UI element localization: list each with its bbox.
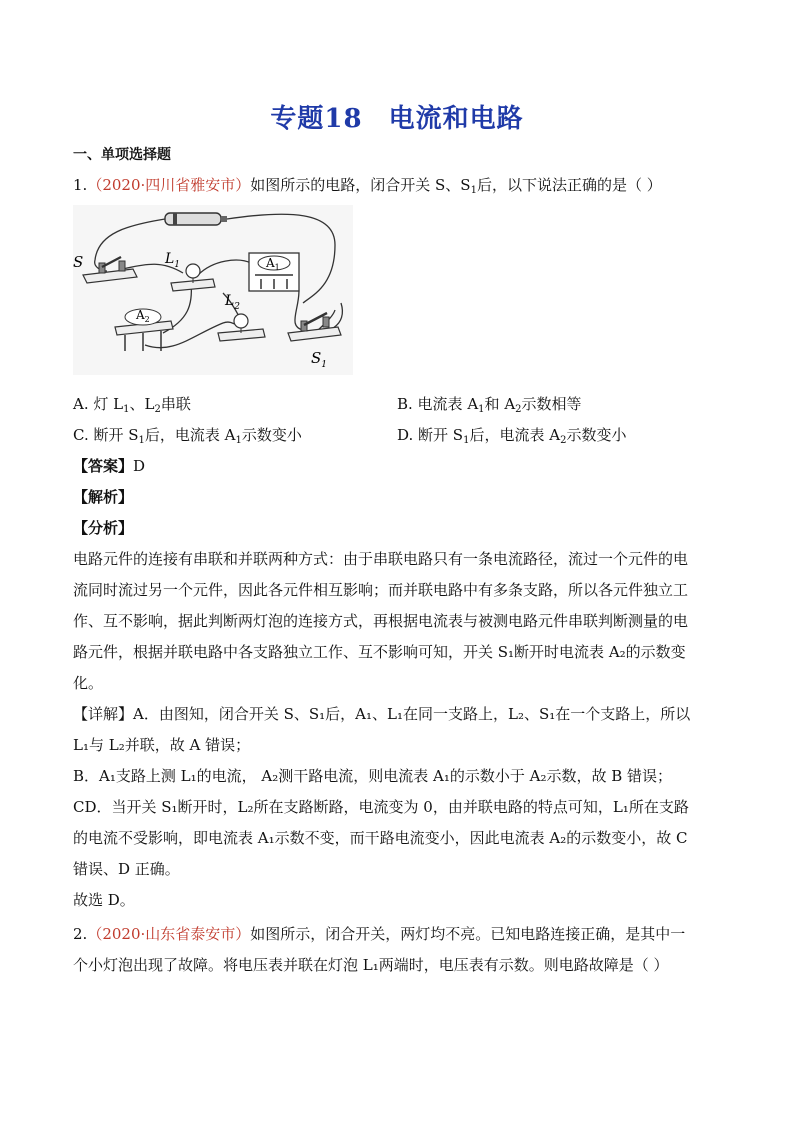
fenxi-label: 【分析】 (73, 519, 134, 537)
fenxi-line: 化。 (73, 674, 104, 692)
fenxi-line: 流同时流过另一个元件，因此各元件相互影响；而并联电路中有多条支路，所以各元件独立工 (73, 581, 689, 599)
label-a1: $A_1$ (266, 256, 280, 272)
label-s: S (73, 253, 84, 271)
question-2-stem-line2: 个小灯泡出现了故障。将电压表并联在灯泡 L₁两端时，电压表有示数。则电路故障是（ ） (73, 956, 669, 974)
option-a: A. 灯 $L_1$、$L_2$串联 (73, 395, 191, 415)
answer-value: D (133, 457, 146, 475)
option-d: D. 断开 $S_1$后，电流表 $A_2$示数变小 (397, 426, 627, 446)
detail-line: B．A₁支路上测 L₁的电流， A₂测干路电流，则电流表 A₁的示数小于 A₂示数，故 B 错误； (73, 767, 673, 785)
detail-line: CD．当开关 S₁断开时，L₂所在支路断路，电流变为 0，由并联电路的特点可知，L₁所在支路 (73, 798, 689, 816)
answer-line (73, 456, 145, 476)
label-l1: $L_1$ (165, 251, 181, 270)
circuit-figure (73, 205, 353, 375)
detail-line: 的电流不受影响，即电流表 A₁示数不变，而干路电流变小，因此电流表 A₂的示数变小，故 C (73, 829, 688, 847)
answer-label: 【答案】 (73, 457, 134, 475)
fenxi-line: 路元件，根据并联电路中各支路独立工作、互不影响可知，开关 S₁断开时电流表 A₂的示数变 (73, 643, 686, 661)
question-2-source: （2020·山东省泰安市） (87, 925, 251, 943)
option-b: B. 电流表 $A_1$和 $A_2$示数相等 (397, 395, 582, 415)
detail-line: 错误、D 正确。 (73, 860, 180, 878)
label-s1: $S_1$ (311, 349, 328, 370)
option-c: C. 断开 $S_1$后，电流表 $A_1$示数变小 (73, 426, 302, 446)
fenxi-line: 作、互不影响，据此判断两灯泡的连接方式，再根据电流表与被测电路元件串联判断测量的电 (73, 612, 689, 630)
battery-icon (165, 213, 227, 225)
section-heading: 一、单项选择题 (73, 147, 171, 163)
question-1-stem: 1.（2020·四川省雅安市）如图所示的电路，闭合开关 S、$S_1$后，以下说法正确的是（ ） (73, 176, 662, 196)
fenxi-line: 电路元件的连接有串联和并联两种方式：由于串联电路只有一条电流路径，流过一个元件的电 (73, 550, 689, 568)
page-title (0, 98, 794, 135)
detail-line: 故选 D。 (73, 891, 135, 909)
analysis-label: 【解析】 (73, 488, 134, 506)
title-topic: 专题18 (270, 104, 363, 134)
question-1-source: （2020·四川省雅安市） (87, 176, 251, 194)
detail-line: L₁与 L₂并联，故 A 错误； (73, 736, 251, 754)
title-name: 电流和电路 (388, 104, 524, 134)
question-2-stem: 2.（2020·山东省泰安市）如图所示，闭合开关，两灯均不亮。已知电路连接正确，是其中一 (73, 925, 686, 943)
detail-line: 【详解】A．由图知，闭合开关 S、S₁后，A₁、L₁在同一支路上，L₂、S₁在一个支路上，所以 (73, 705, 691, 723)
label-l2: $L_2$ (225, 293, 241, 312)
label-a2: $A_2$ (136, 308, 150, 324)
